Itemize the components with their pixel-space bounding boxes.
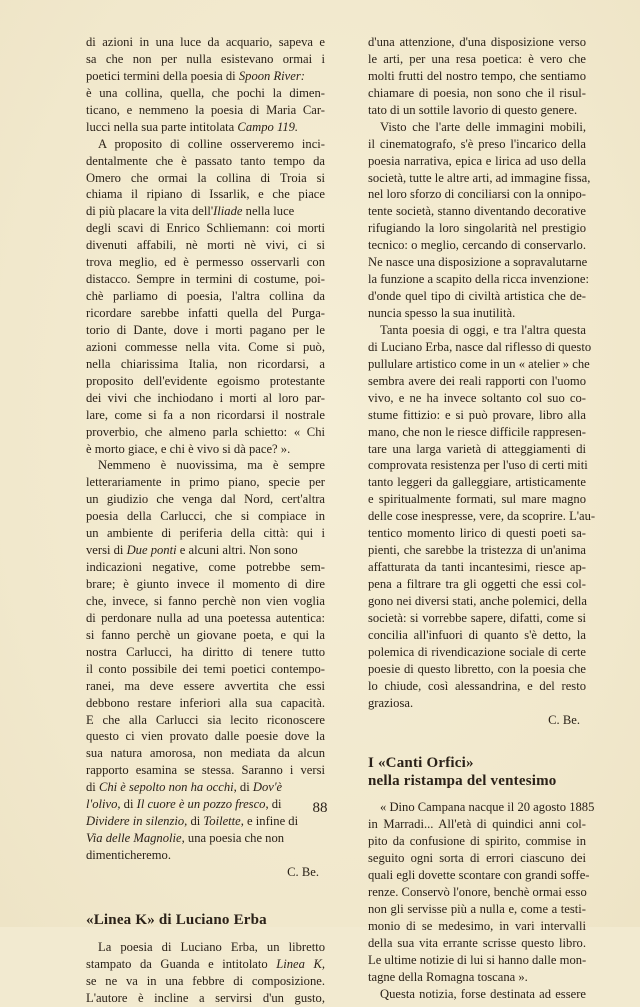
text-line: graziosa. bbox=[368, 695, 414, 710]
italic-title-il-cuore: Il cuore è un pozzo fresco bbox=[136, 797, 266, 812]
text-line: è una collina, quella, che pochi la dimen- bbox=[86, 85, 325, 100]
text-fragment: di bbox=[86, 780, 99, 795]
text-fragment: di bbox=[120, 797, 137, 812]
author-signature: C. Be. bbox=[287, 864, 319, 879]
text-line: renze. Conservò l'onore, benchè ormai esso bbox=[368, 885, 587, 900]
text-line: proposito dell'evidente egoismo protestante bbox=[86, 373, 325, 388]
italic-title-chi-sepolto: Chi è sepolto non ha occhi bbox=[98, 780, 234, 795]
text-line: rapporto esamina se stessa. Saranno i versi bbox=[86, 763, 325, 778]
text-line: pena a filtrare tra gli oggetti che essi col- bbox=[368, 577, 586, 591]
text-line: chiamare di poesia, non sono che il risul- bbox=[368, 85, 586, 100]
text-fragment: versi di bbox=[86, 543, 127, 558]
text-line: lo chiude, così alessandrina, e del resto bbox=[368, 678, 586, 693]
text-line: d'una attenzione, d'una disposizione verso bbox=[368, 35, 586, 49]
section-heading-linea-k: «Linea K» di Luciano Erba bbox=[86, 911, 267, 928]
text-fragment: lucci nella sua parte intitolata bbox=[86, 119, 238, 134]
text-line: « Dino Campana nacque il 20 agosto 1885 bbox=[380, 800, 595, 815]
text-line: monio di se medesimo, in vari intervalli bbox=[368, 919, 586, 933]
section-gap bbox=[86, 929, 325, 939]
italic-title-iliade: Iliade bbox=[213, 204, 243, 219]
text-line: proverbio, che almeno parla schietto: « Chi bbox=[86, 424, 325, 439]
text-line: nostra Carlucci, ha diritto di tenere tutto bbox=[86, 644, 325, 659]
paragraph-questa-notizia bbox=[368, 986, 586, 1003]
text-line bbox=[86, 542, 325, 559]
text-line: è morto giace, e chi è vivo si dà pace? ». bbox=[86, 441, 291, 456]
text-line: non gli servisse più a nulla e, come a testi- bbox=[368, 902, 586, 917]
paragraph-colline bbox=[86, 136, 325, 458]
text-line: in Marradi... All'età di quindici anni col- bbox=[368, 817, 586, 832]
text-line: brare; è giunto invece il momento di dire bbox=[86, 577, 325, 591]
text-line: azioni commesse nella vita. Come si può, bbox=[86, 339, 325, 354]
text-line: lare, come si fa a non ricordarsi il nostrale bbox=[86, 407, 325, 422]
text-line: nel loro sforzo di conciliarsi con la onnipo- bbox=[368, 187, 586, 202]
text-line bbox=[86, 68, 325, 85]
text-line: sa che non per nulla esistevano ormai i bbox=[86, 51, 325, 66]
text-line: che, invece, si fanno perchè non vien voglia bbox=[86, 593, 325, 608]
text-fragment: e alcuni altri. Non sono bbox=[176, 543, 298, 558]
text-line: pullulare artistico come in un « atelier » che bbox=[368, 356, 590, 371]
paragraph-tanta-poesia bbox=[368, 322, 596, 712]
text-line: La poesia di Luciano Erba, un libretto bbox=[98, 939, 325, 954]
text-line: ranei, ma deve essere avvertita che essi bbox=[86, 678, 325, 693]
text-line: il cinematografo, s'è preso l'incarico della bbox=[368, 136, 586, 151]
text-fragment: , di bbox=[265, 797, 282, 812]
text-line: nuncia spesso la sua inutilità. bbox=[368, 306, 516, 320]
text-line: tare una larga varietà di atteggiamenti di bbox=[368, 441, 586, 456]
section-gap bbox=[368, 790, 586, 799]
text-line: tagne della Romagna toscana ». bbox=[368, 969, 528, 984]
text-line: poesia narrativa, epica e lirica ad uso della bbox=[368, 153, 586, 168]
text-line bbox=[86, 203, 325, 220]
text-line: distacco. Sempre in termini di costume, poi- bbox=[86, 272, 325, 287]
text-line: molti frutti del nostro tempo, che sentiamo bbox=[368, 68, 586, 83]
text-line: pito da confusione di spirito, commise in bbox=[368, 834, 586, 849]
text-line: Omero che ormai la collina di Troia si bbox=[86, 170, 325, 185]
text-line: gono nei diversi stati, anche polemici, della bbox=[368, 593, 587, 608]
text-line: torio di Dante, dove i morti pagano per le bbox=[86, 322, 325, 337]
text-line: tente società, stanno diventando decorative bbox=[368, 204, 586, 219]
text-line: quali egli dovette scontare con grandi soffe- bbox=[368, 868, 590, 883]
text-line: stume fittizio: e si può provare, libro alla bbox=[368, 407, 586, 422]
text-line: il conto possibile dei temi poetici contempo- bbox=[86, 661, 325, 676]
text-line: società, tutte le altre arti, ad immagine fissa, bbox=[368, 170, 591, 185]
section-gap bbox=[368, 728, 586, 754]
italic-title-olivo: l'olivo, bbox=[86, 797, 121, 812]
text-line: e spiritualmente formati, sul mare magno bbox=[368, 492, 586, 507]
text-line: delle cose inespresse, vere, da scoprire. L'au- bbox=[368, 509, 596, 524]
page-number: 88 bbox=[312, 800, 328, 816]
paragraph-cinematografo bbox=[368, 119, 591, 322]
text-fragment: poetici termini della poesia di bbox=[86, 68, 239, 83]
text-line: società: si vorrebbe sapere, difatti, come si bbox=[368, 610, 586, 625]
text-line: Le ultime notizie di lui si hanno dalle mon- bbox=[368, 952, 587, 967]
paragraph-carlucci-intro bbox=[86, 34, 325, 136]
text-line: nella chiarissima Italia, non ricordarsi, a bbox=[86, 356, 325, 371]
text-line: Questa notizia, forse destinata ad essere bbox=[380, 986, 586, 1001]
text-line: comprovata resistenza per l'uso di certi miti bbox=[368, 458, 588, 473]
text-line: concilia all'infuori di quanto s'è detto, la bbox=[368, 627, 586, 642]
paragraph-attenzione bbox=[368, 34, 586, 119]
text-line: vivo, e ne ha invece soltanto col suo co- bbox=[368, 390, 586, 405]
text-line: ricordare sarebbe infatti quella del Purga- bbox=[86, 306, 325, 320]
italic-title-magnolie: Via delle Magnolie, bbox=[86, 831, 185, 846]
text-line: chiama il ripiano di Issarlik, e che piace bbox=[86, 187, 325, 202]
text-line bbox=[86, 956, 325, 973]
text-line: della sua vita errante scrisse questo libro. bbox=[368, 935, 586, 950]
text-line: E che alla Carlucci sia lecito riconoscere bbox=[86, 712, 325, 727]
left-column bbox=[86, 34, 325, 1007]
italic-title-campo: Campo 119. bbox=[237, 119, 299, 134]
text-line: sua natura amorosa, non mediata da alcun bbox=[86, 746, 325, 761]
text-line: Nemmeno è nuovissima, ma è sempre bbox=[98, 458, 325, 473]
text-line: dimenticheremo. bbox=[86, 848, 171, 862]
text-line: le arti, per una resa poetica: è vero che bbox=[368, 51, 586, 66]
text-line: indicazioni negative, come potrebbe sem- bbox=[86, 560, 325, 575]
text-line: poesie di questo libretto, con la poesia che bbox=[368, 661, 586, 676]
italic-title-dividere: Dividere in silenzio, bbox=[86, 814, 188, 829]
section-heading-canti-orfici: I «Canti Orfici» bbox=[368, 755, 474, 772]
italic-title-spoon-river: Spoon River: bbox=[238, 68, 305, 83]
text-line: rifugiando la loro singolarità nel prestigio bbox=[368, 221, 586, 236]
text-line: trova meglio, ed è permesso osservarli con bbox=[86, 255, 325, 270]
section-gap bbox=[86, 881, 325, 911]
italic-title-due-ponti: Due ponti bbox=[126, 543, 177, 558]
italic-title-dov-e: Dov'è bbox=[252, 780, 283, 795]
text-line: letterariamente in primo piano, specie per bbox=[86, 475, 325, 490]
text-line bbox=[86, 830, 325, 847]
text-fragment: , di bbox=[233, 780, 253, 795]
text-line: dei vivi che inchiodano i morti al loro par- bbox=[86, 390, 325, 405]
text-line: polemica di rivendicazione sociale di certe bbox=[368, 644, 586, 659]
text-line: degli scavi di Enrico Schliemann: coi morti bbox=[86, 221, 325, 236]
text-line: pienti, che sarebbe la tristezza di un'anima bbox=[368, 543, 586, 558]
text-line: di azioni in una luce da acquario, sapeva e bbox=[86, 35, 325, 49]
text-line: A proposito di colline osserveremo inci- bbox=[98, 136, 325, 151]
text-line: L'autore è incline a servirsi d'un gusto, bbox=[86, 990, 325, 1005]
section-heading-canti-orfici-sub: nella ristampa del ventesimo bbox=[368, 773, 557, 790]
paragraph-linea-k bbox=[86, 939, 325, 1007]
author-signature: C. Be. bbox=[548, 712, 580, 727]
italic-title-linea-k: Linea K, bbox=[276, 956, 325, 971]
text-line: debbono restare inferiori alla sua capacità. bbox=[86, 695, 325, 710]
text-line: un ambiente di periferia della città: qui i bbox=[86, 526, 325, 541]
text-line: Visto che l'arte delle immagini mobili, bbox=[380, 119, 586, 134]
text-line: di Luciano Erba, nasce dal riflesso di questo bbox=[368, 339, 592, 354]
text-line: tentico momento lirico di questi poeti sa- bbox=[368, 526, 586, 541]
text-line: questo ci vien provato dalle poesie dove la bbox=[86, 729, 325, 744]
text-line: d'onde quel tipo di civiltà artistica che de- bbox=[368, 289, 586, 304]
text-line bbox=[86, 119, 325, 136]
text-line: poesia della Carlucci, che si compiace in bbox=[86, 509, 325, 524]
text-fragment: stampato da Guanda e intitolato bbox=[86, 956, 277, 971]
text-line: tanto leggeri da galleggiare, artisticamente bbox=[368, 475, 586, 490]
text-line: Tanta poesia di oggi, e tra l'altra questa bbox=[380, 322, 586, 337]
paragraph-campana-quote bbox=[368, 799, 595, 985]
text-line: di perdonare nulla ad una poetessa autentica: bbox=[86, 610, 325, 625]
text-fragment: di più placare la vita dell' bbox=[86, 204, 214, 219]
text-fragment: nella luce bbox=[242, 204, 295, 219]
text-fragment: di bbox=[187, 814, 204, 829]
text-line: mano, che non le riesce difficile rappresen- bbox=[368, 424, 586, 439]
text-line: un giudizio che venga dal Nord, cert'altra bbox=[86, 492, 325, 507]
text-line: tato di un sottile lavorio di questo genere. bbox=[368, 102, 578, 117]
text-fragment: , e infine di bbox=[240, 814, 299, 829]
italic-title-toilette: Toilette bbox=[203, 814, 241, 829]
text-line: se ne va in una febbre di composizione. bbox=[86, 973, 325, 988]
right-column bbox=[368, 34, 596, 1003]
text-line: si fanno perchè un giovane poeta, e qui la bbox=[86, 627, 325, 642]
text-line: tecnico: o meglio, cercando di conservarlo. bbox=[368, 238, 586, 253]
text-line: seguito ogni sorta di errori ciascuno dei bbox=[368, 851, 586, 866]
text-line: chè parliamo di poesia, l'altra collina da bbox=[86, 289, 325, 304]
text-line: la funzione a scapito della ricca invenzione: bbox=[368, 272, 589, 287]
text-fragment: una poesia che non bbox=[184, 831, 285, 846]
text-line: ticano, e nemmeno la poesia di Maria Car- bbox=[86, 102, 325, 117]
text-line: affatturata da tanti incantesimi, riesce ap- bbox=[368, 560, 586, 575]
text-line: dentalmente che è passato tanto tempo da bbox=[86, 153, 325, 168]
text-line bbox=[86, 779, 325, 796]
text-line: divenuti affabili, nè morti nè vivi, ci si bbox=[86, 238, 325, 253]
text-line: sembra avere dei reali rapporti con l'uomo bbox=[368, 373, 586, 388]
text-line: Ne nasce una disposizione a sopravalutarne bbox=[368, 255, 588, 270]
